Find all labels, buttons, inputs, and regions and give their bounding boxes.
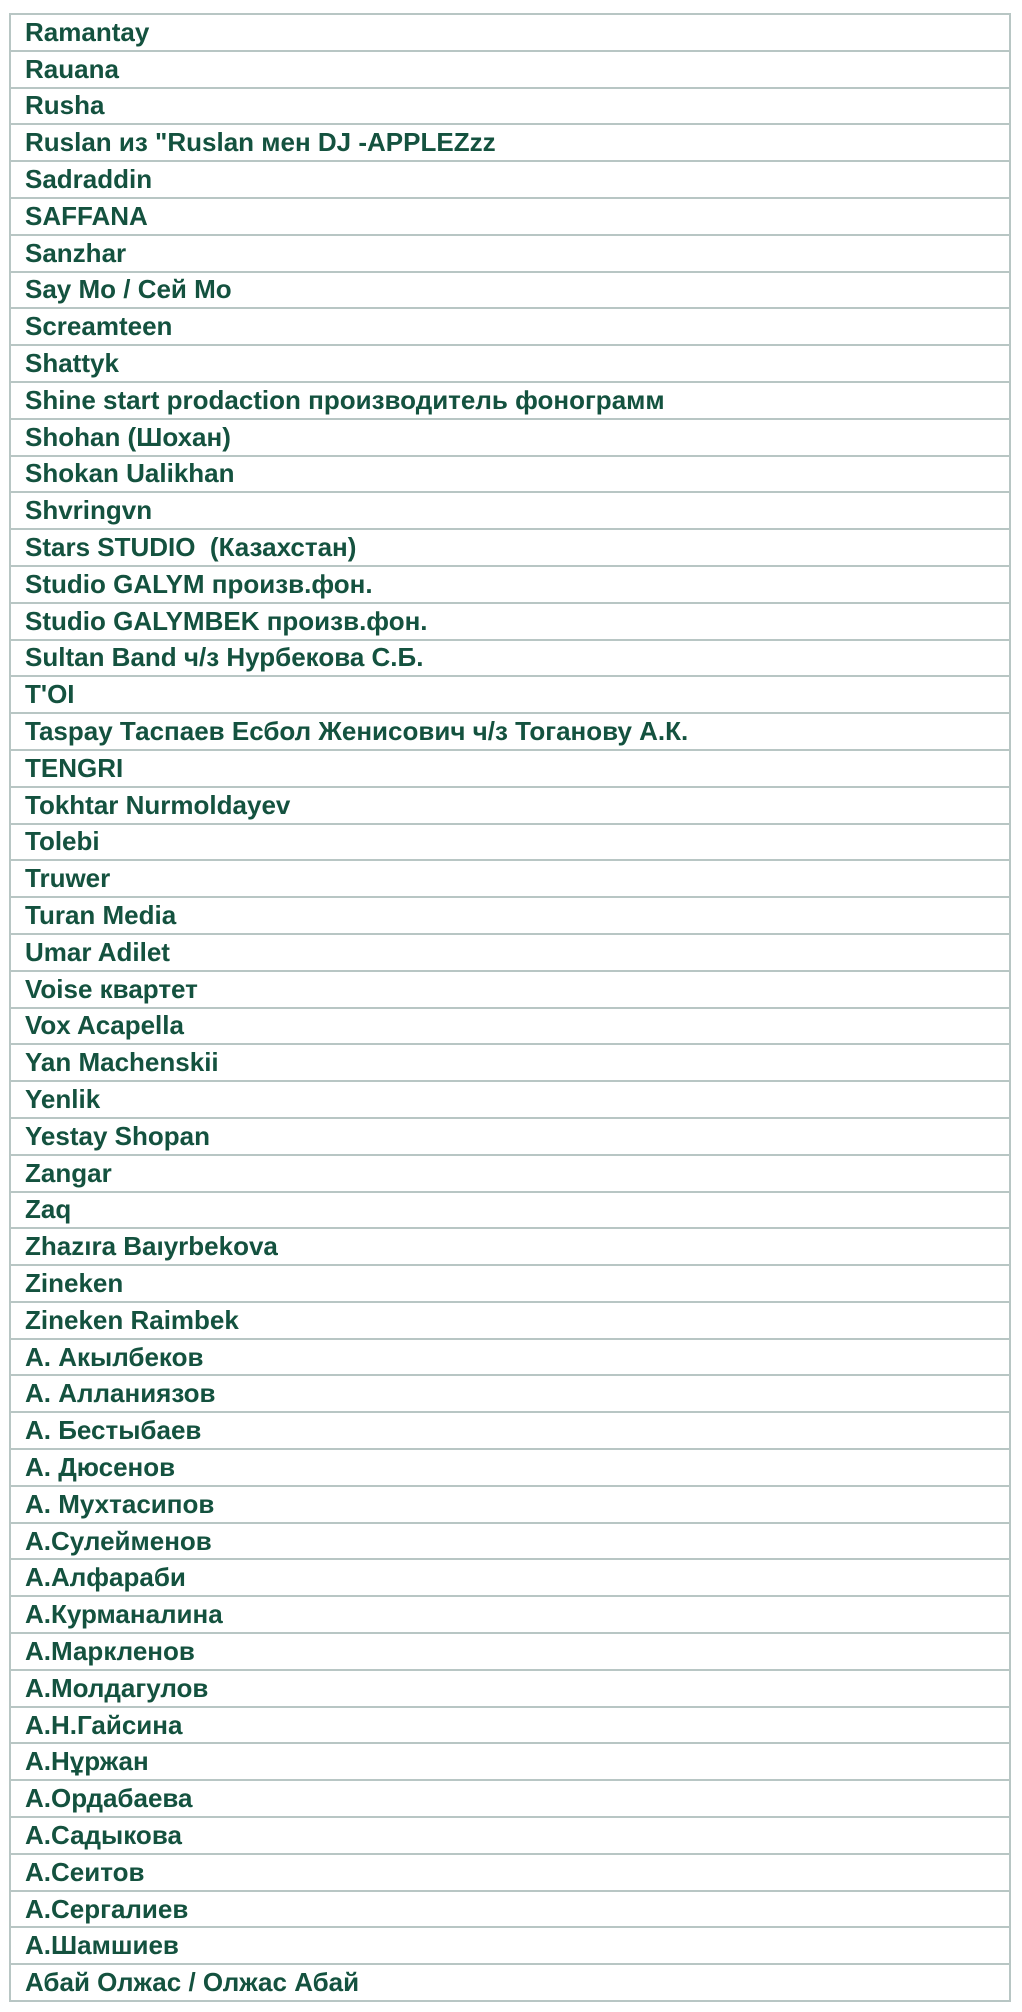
list-row: А.Нұржан xyxy=(11,1744,1009,1781)
list-row: Shohan (Шохан) xyxy=(11,420,1009,457)
list-row: Shine start prodaction производитель фонограмм xyxy=(11,383,1009,420)
list-row: Shvringvn xyxy=(11,493,1009,530)
list-row: Sanzhar xyxy=(11,236,1009,273)
list-row: А.Курманалина xyxy=(11,1597,1009,1634)
list-row: Truwer xyxy=(11,861,1009,898)
list-row: А.Сергалиев xyxy=(11,1892,1009,1929)
list-row: Sultan Band ч/з Нурбекова С.Б. xyxy=(11,641,1009,678)
list-row: Zineken Raimbek xyxy=(11,1303,1009,1340)
list-row: А.Ордабаева xyxy=(11,1781,1009,1818)
list-row: TENGRI xyxy=(11,751,1009,788)
list-row: Ramantay xyxy=(11,15,1009,52)
list-row: Zaq xyxy=(11,1193,1009,1230)
list-row: Shattyk xyxy=(11,346,1009,383)
name-list-table xyxy=(9,13,1011,2002)
list-row: А.Н.Гайсина xyxy=(11,1708,1009,1745)
list-row: Sadraddin xyxy=(11,162,1009,199)
list-row: А.Маркленов xyxy=(11,1634,1009,1671)
list-row: SAFFANA xyxy=(11,199,1009,236)
list-row: А. Бестыбаев xyxy=(11,1413,1009,1450)
list-row: Tokhtar Nurmoldayev xyxy=(11,788,1009,825)
list-row: Vox Acapella xyxy=(11,1009,1009,1046)
list-row: Rauana xyxy=(11,52,1009,89)
list-row: Say Mo / Сей Мо xyxy=(11,273,1009,310)
list-row: Yestay Shopan xyxy=(11,1119,1009,1156)
list-row: А. Дюсенов xyxy=(11,1450,1009,1487)
list-row: Umar Adilet xyxy=(11,935,1009,972)
list-row: Zineken xyxy=(11,1266,1009,1303)
list-row: А.Шамшиев xyxy=(11,1928,1009,1965)
list-row: А. Мухтасипов xyxy=(11,1487,1009,1524)
list-row: Stars STUDIO (Казахстан) xyxy=(11,530,1009,567)
list-row: А.Сеитов xyxy=(11,1855,1009,1892)
list-row: Turan Media xyxy=(11,898,1009,935)
list-row: Tolebi xyxy=(11,825,1009,862)
list-row: Screamteen xyxy=(11,309,1009,346)
list-row: А. Алланиязов xyxy=(11,1376,1009,1413)
list-row: А.Молдагулов xyxy=(11,1671,1009,1708)
list-row: А.Садыкова xyxy=(11,1818,1009,1855)
list-row: Rusha xyxy=(11,89,1009,126)
list-row: А.Алфараби xyxy=(11,1560,1009,1597)
list-row: Studio GALYM произв.фон. xyxy=(11,567,1009,604)
list-row: T'OI xyxy=(11,677,1009,714)
list-row: Абай Олжас / Олжас Абай xyxy=(11,1965,1009,2002)
list-row: Shokan Ualikhan xyxy=(11,457,1009,494)
list-row: Taspay Таспаев Есбол Женисович ч/з Тоганову А.К. xyxy=(11,714,1009,751)
list-row: А.Сулейменов xyxy=(11,1524,1009,1561)
list-row: Yan Machenskii xyxy=(11,1045,1009,1082)
list-row: Zangar xyxy=(11,1156,1009,1193)
list-row: Yenlik xyxy=(11,1082,1009,1119)
list-row: Ruslan из "Ruslan мен DJ -APPLEZzz xyxy=(11,125,1009,162)
list-row: А. Акылбеков xyxy=(11,1340,1009,1377)
list-row: Studio GALYMBEK произв.фон. xyxy=(11,604,1009,641)
list-row: Voise квартет xyxy=(11,972,1009,1009)
list-row: Zhazıra Baıyrbekova xyxy=(11,1229,1009,1266)
